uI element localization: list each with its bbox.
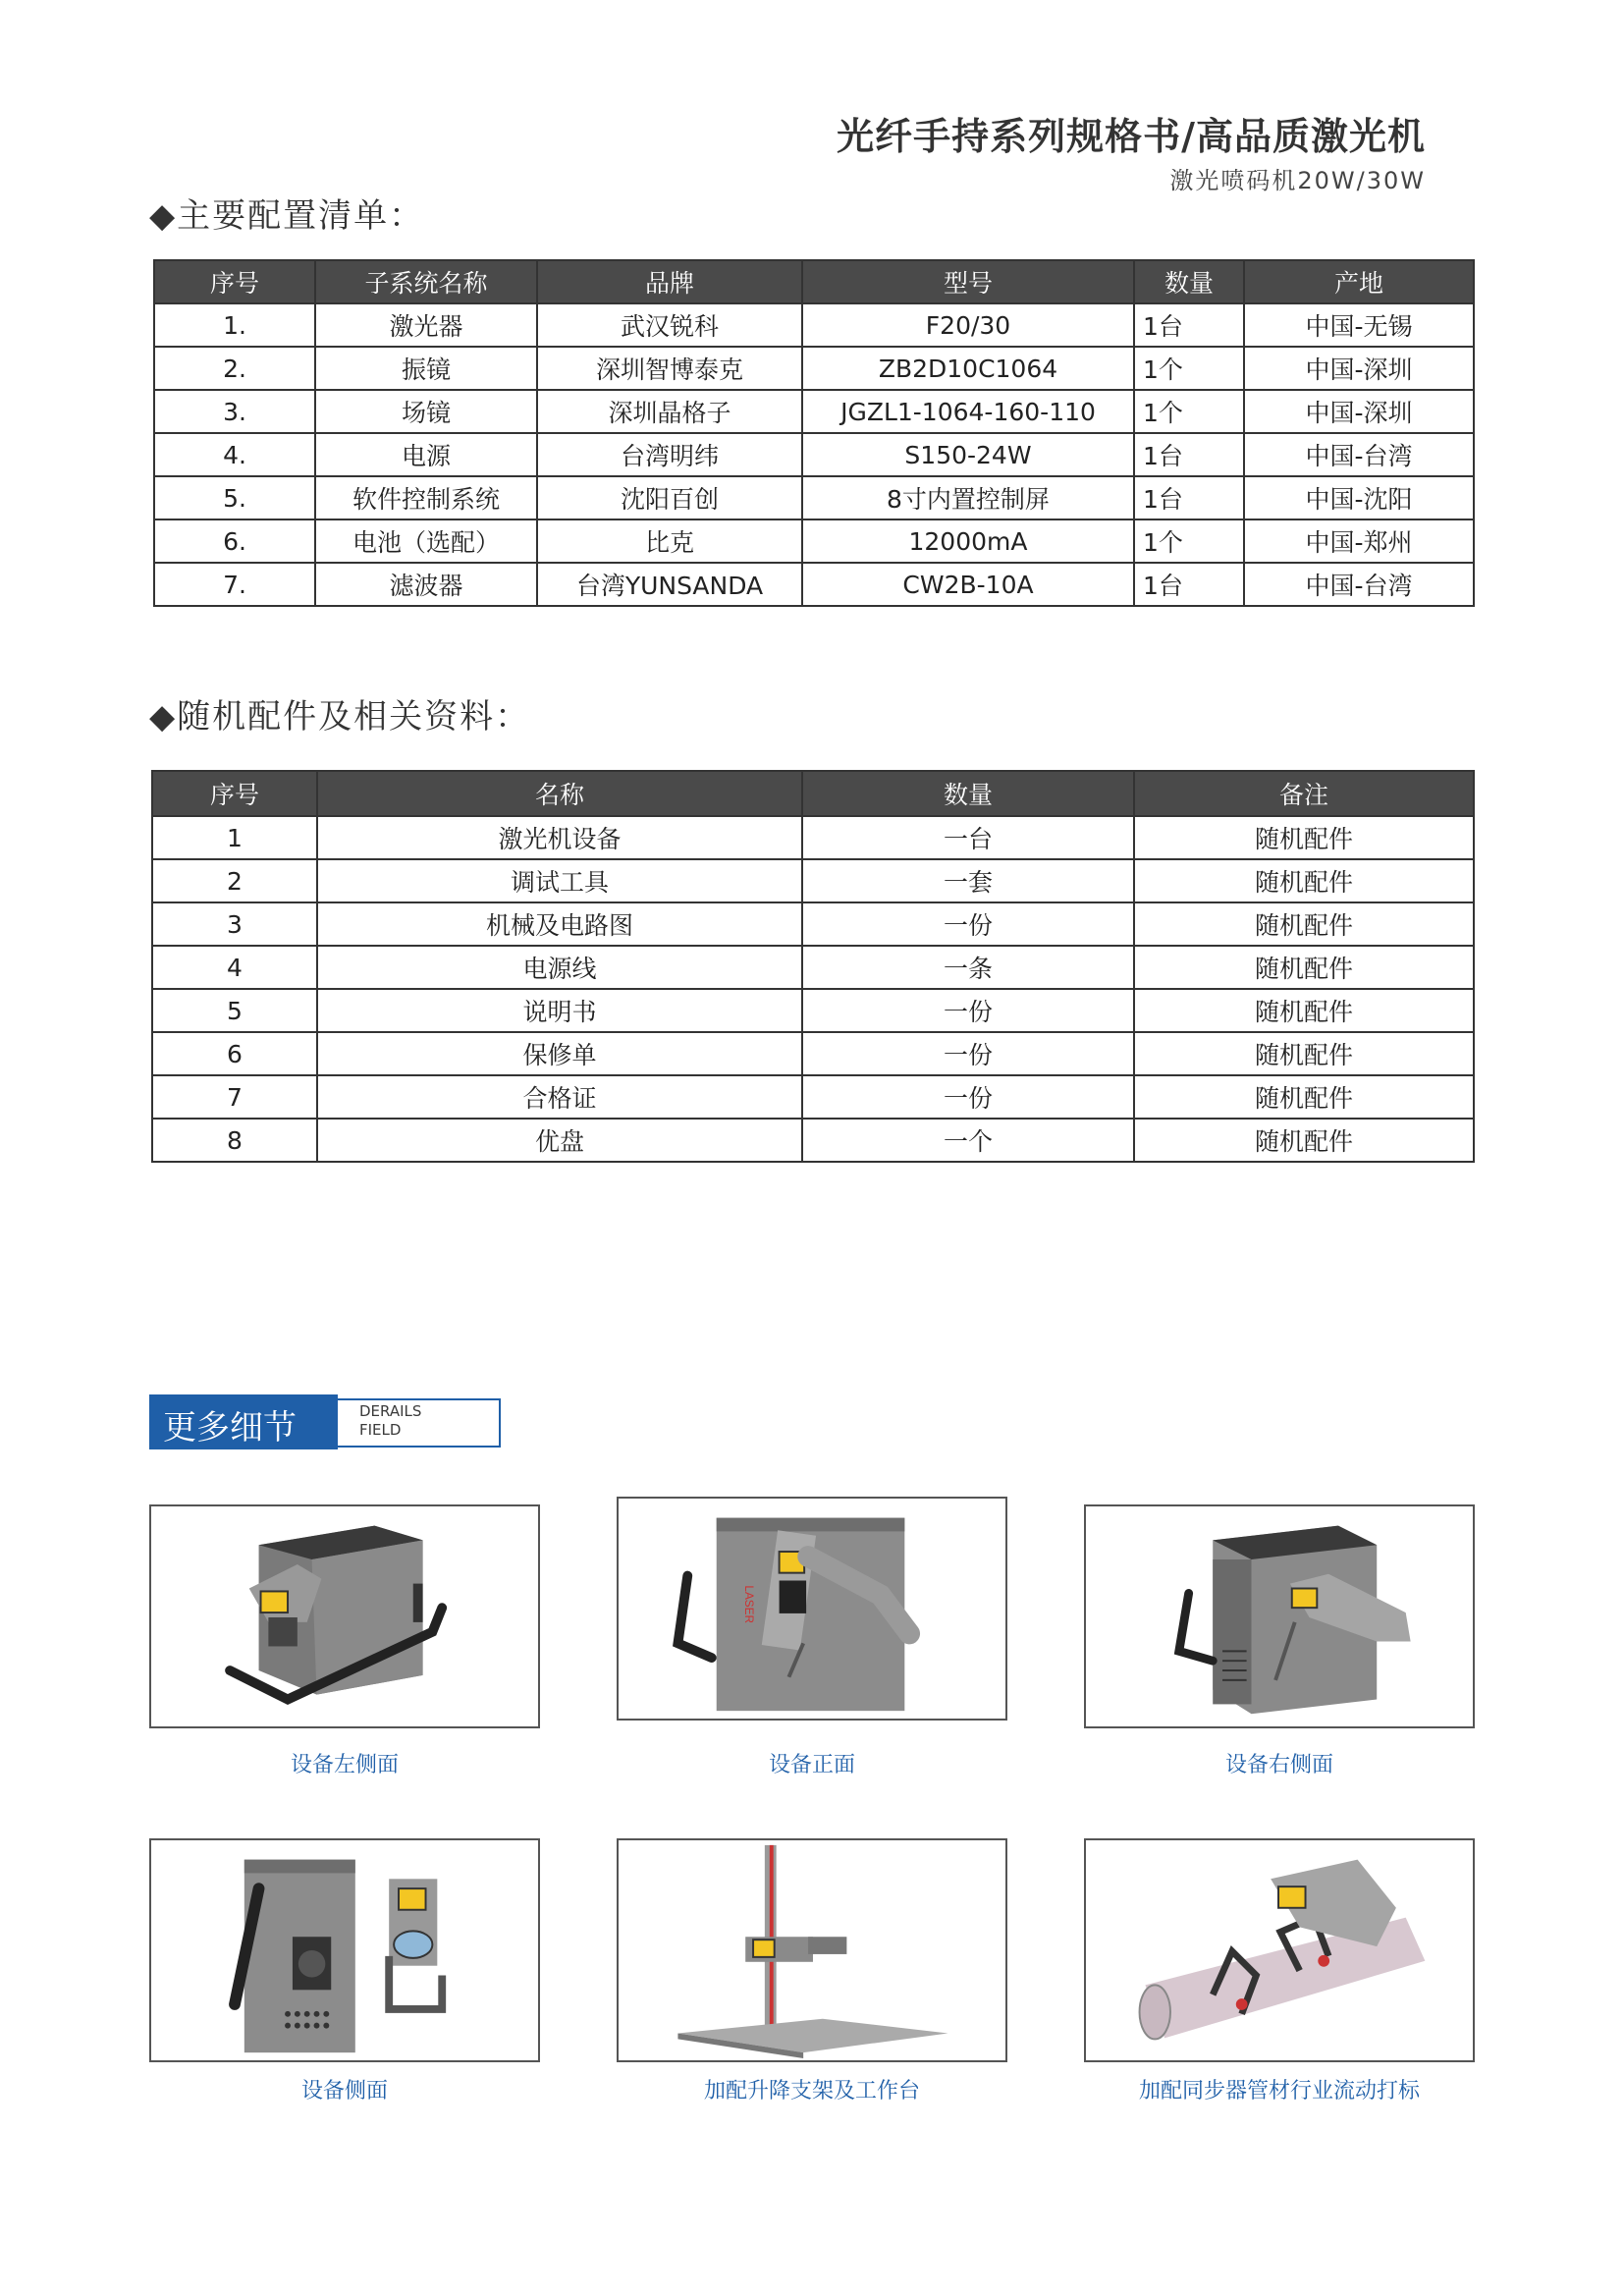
photo-device-right	[1084, 1504, 1475, 1728]
cell-index: 5	[152, 989, 317, 1032]
column-header: 序号	[154, 260, 315, 303]
cell-quantity: 一条	[802, 946, 1134, 989]
cell-model: 12000mA	[802, 519, 1134, 563]
document-subtitle: 激光喷码机20W/30W	[1169, 167, 1426, 194]
cell-quantity: 一份	[802, 989, 1134, 1032]
cell-subsystem: 振镜	[315, 347, 537, 390]
cell-quantity: 一份	[802, 1075, 1134, 1119]
cell-name: 合格证	[317, 1075, 802, 1119]
cell-quantity: 一台	[802, 816, 1134, 859]
cell-name: 说明书	[317, 989, 802, 1032]
table-row	[154, 390, 1474, 433]
cell-quantity: 1个	[1134, 519, 1244, 563]
banner-subtitle-line2: FIELD	[359, 1421, 402, 1439]
photo-caption: 设备正面	[768, 1753, 855, 1777]
cell-remark: 随机配件	[1134, 946, 1474, 989]
cell-origin: 中国-台湾	[1244, 433, 1474, 476]
cell-quantity: 1个	[1134, 390, 1244, 433]
cell-origin: 中国-深圳	[1244, 390, 1474, 433]
cell-index: 1.	[154, 303, 315, 347]
column-header: 品牌	[537, 260, 802, 303]
cell-quantity: 一套	[802, 859, 1134, 902]
table-row	[154, 303, 1474, 347]
photo-caption: 设备侧面	[300, 2079, 388, 2104]
cell-quantity: 1台	[1134, 563, 1244, 606]
cell-brand: 沈阳百创	[537, 476, 802, 519]
section-heading-accessories: ◆随机配件及相关资料：	[149, 697, 531, 737]
cell-index: 7	[152, 1075, 317, 1119]
column-header: 数量	[1134, 260, 1244, 303]
cell-quantity: 1个	[1134, 347, 1244, 390]
cell-remark: 随机配件	[1134, 902, 1474, 946]
cell-origin: 中国-沈阳	[1244, 476, 1474, 519]
cell-subsystem: 电源	[315, 433, 537, 476]
column-header: 备注	[1134, 771, 1474, 816]
cell-quantity: 1台	[1134, 433, 1244, 476]
cell-index: 2.	[154, 347, 315, 390]
cell-quantity: 一份	[802, 1032, 1134, 1075]
cell-index: 6.	[154, 519, 315, 563]
cell-origin: 中国-郑州	[1244, 519, 1474, 563]
photo-lift-stand	[617, 1838, 1007, 2062]
banner-title: 更多细节	[163, 1408, 297, 1448]
photo-caption: 加配同步器管材行业流动打标	[1138, 2079, 1420, 2104]
cell-name: 优盘	[317, 1119, 802, 1162]
cell-index: 5.	[154, 476, 315, 519]
table-row	[154, 476, 1474, 519]
cell-name: 调试工具	[317, 859, 802, 902]
cell-brand: 深圳智博泰克	[537, 347, 802, 390]
table-row	[152, 989, 1474, 1032]
cell-quantity: 1台	[1134, 476, 1244, 519]
cell-subsystem: 场镜	[315, 390, 537, 433]
cell-name: 机械及电路图	[317, 902, 802, 946]
table-header-row	[154, 260, 1474, 303]
photo-device-front	[617, 1497, 1007, 1721]
laser-device-left-icon	[151, 1506, 538, 1726]
section-heading-main-config: ◆主要配置清单：	[149, 196, 425, 236]
cell-index: 4.	[154, 433, 315, 476]
cell-subsystem: 激光器	[315, 303, 537, 347]
main-config-table	[153, 259, 1475, 607]
laser-device-right-icon	[1086, 1506, 1473, 1726]
cell-model: 8寸内置控制屏	[802, 476, 1134, 519]
column-header: 子系统名称	[315, 260, 537, 303]
cell-remark: 随机配件	[1134, 989, 1474, 1032]
photo-caption: 设备右侧面	[1224, 1753, 1333, 1777]
cell-model: JGZL1-1064-160-110	[802, 390, 1134, 433]
table-row	[154, 433, 1474, 476]
photo-caption: 加配升降支架及工作台	[703, 2079, 920, 2104]
cell-model: CW2B-10A	[802, 563, 1134, 606]
column-header: 产地	[1244, 260, 1474, 303]
cell-quantity: 1台	[1134, 303, 1244, 347]
cell-subsystem: 软件控制系统	[315, 476, 537, 519]
laser-device-front-icon	[619, 1499, 1005, 1719]
table-row	[152, 1032, 1474, 1075]
photo-caption: 设备左侧面	[290, 1753, 399, 1777]
cell-index: 1	[152, 816, 317, 859]
table-row	[152, 1075, 1474, 1119]
cell-name: 激光机设备	[317, 816, 802, 859]
banner-subtitle	[359, 1402, 421, 1440]
cell-origin: 中国-深圳	[1244, 347, 1474, 390]
table-row	[152, 859, 1474, 902]
cell-index: 4	[152, 946, 317, 989]
photo-device-left	[149, 1504, 540, 1728]
cell-brand: 武汉锐科	[537, 303, 802, 347]
table-header-row	[152, 771, 1474, 816]
cell-brand: 深圳晶格子	[537, 390, 802, 433]
cell-index: 8	[152, 1119, 317, 1162]
cell-origin: 中国-无锡	[1244, 303, 1474, 347]
cell-remark: 随机配件	[1134, 816, 1474, 859]
cell-brand: 比克	[537, 519, 802, 563]
cell-index: 2	[152, 859, 317, 902]
cell-remark: 随机配件	[1134, 1075, 1474, 1119]
table-row	[152, 902, 1474, 946]
table-row	[154, 563, 1474, 606]
cell-index: 3.	[154, 390, 315, 433]
cell-remark: 随机配件	[1134, 859, 1474, 902]
photo-device-side	[149, 1838, 540, 2062]
cell-brand: 台湾YUNSANDA	[537, 563, 802, 606]
column-header: 名称	[317, 771, 802, 816]
pipe-marking-icon	[1086, 1840, 1473, 2060]
column-header: 型号	[802, 260, 1134, 303]
table-row	[154, 519, 1474, 563]
cell-model: F20/30	[802, 303, 1134, 347]
cell-quantity: 一份	[802, 902, 1134, 946]
cell-index: 7.	[154, 563, 315, 606]
table-row	[152, 1119, 1474, 1162]
cell-remark: 随机配件	[1134, 1032, 1474, 1075]
svg-text:LASER: LASER	[742, 1585, 756, 1624]
cell-origin: 中国-台湾	[1244, 563, 1474, 606]
photo-pipe-marking	[1084, 1838, 1475, 2062]
cell-quantity: 一个	[802, 1119, 1134, 1162]
accessories-table	[151, 770, 1475, 1163]
laser-device-side-icon	[151, 1840, 538, 2060]
cell-name: 电源线	[317, 946, 802, 989]
cell-remark: 随机配件	[1134, 1119, 1474, 1162]
banner-subtitle-line1: DERAILS	[359, 1402, 422, 1420]
column-header: 序号	[152, 771, 317, 816]
cell-subsystem: 电池（选配）	[315, 519, 537, 563]
cell-index: 6	[152, 1032, 317, 1075]
table-row	[154, 347, 1474, 390]
lift-stand-icon	[619, 1840, 1005, 2060]
table-row	[152, 946, 1474, 989]
details-banner	[149, 1394, 505, 1449]
cell-subsystem: 滤波器	[315, 563, 537, 606]
cell-name: 保修单	[317, 1032, 802, 1075]
table-row	[152, 816, 1474, 859]
cell-model: S150-24W	[802, 433, 1134, 476]
cell-index: 3	[152, 902, 317, 946]
column-header: 数量	[802, 771, 1134, 816]
document-title: 光纤手持系列规格书/高品质激光机	[837, 115, 1426, 158]
cell-model: ZB2D10C1064	[802, 347, 1134, 390]
cell-brand: 台湾明纬	[537, 433, 802, 476]
